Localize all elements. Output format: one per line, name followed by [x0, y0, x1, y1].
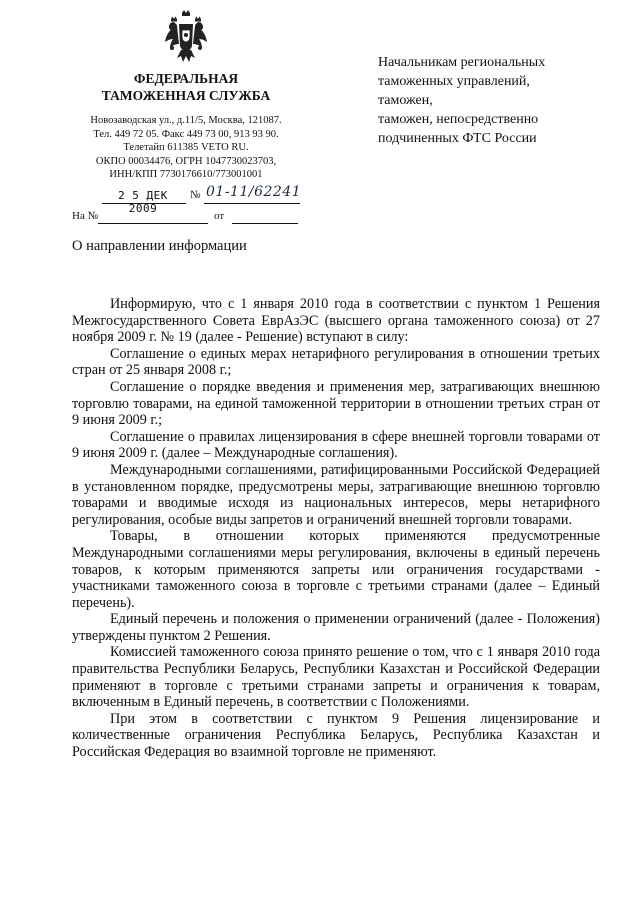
organization-contacts: [70, 114, 302, 182]
body-paragraph: Товары, в отношении которых применяются предусмотренные Международными соглашениями меры регулирования, включены в единый перечень товаров, к которым применяются запреты или ограничения государствами - участниками таможенного союза в торговле с третьими странами (далее – Единый перечень).: [72, 528, 600, 611]
body-paragraph: Соглашение о правилах лицензирования в сфере внешней торговли товарами от 9 июня 2009 г. (далее – Международные соглашения).: [72, 428, 600, 462]
org-name-line-2: ТАМОЖЕННАЯ СЛУЖБА: [101, 88, 271, 103]
addressee-line-1: Начальникам региональных: [378, 55, 546, 70]
body-paragraph: Информирую, что с 1 января 2010 года в соответствии с пунктом 1 Решения Межгосударственного Совета ЕврАзЭС (высшего органа таможенного союза) от 27 ноября 2009 г. № 19 (далее - Решение) вступают в силу:: [72, 296, 600, 346]
org-codes: ОКПО 00034476, ОГРН 1047730023703,: [95, 155, 277, 167]
registration-date-underline: [102, 203, 186, 204]
organization-name: [88, 70, 284, 104]
body-paragraph: Соглашение о единых мерах нетарифного регулирования в отношении третьих стран от 25 января 2008 г.;: [72, 345, 600, 379]
org-address: Новозаводская ул., д.11/5, Москва, 121087.: [90, 115, 282, 126]
reference-date-label: от: [214, 210, 225, 222]
registration-line: [102, 184, 302, 215]
reference-date-underline: [232, 223, 298, 224]
body-paragraph: Международными соглашениями, ратифицированными Российской Федерацией в установленном порядке, предусмотрены меры, затрагивающие внешнюю торговлю товарами и вводимые исходя из национальных интересов, меры нетарифного регулирования, особые виды запретов и ограничений внешней торговли товарами.: [72, 461, 600, 528]
body-paragraph: Комиссией таможенного союза принято решение о том, что с 1 января 2010 года правительства Республики Беларусь, Республики Казахстан и Российской Федерации применяют в торговле с третьими странами запреты и ограничения к товарам, включенным в Единый перечень, в соответствии с Положениями.: [72, 644, 600, 711]
org-phone-fax: Тел. 449 72 05. Факс 449 73 00, 913 93 90.: [93, 128, 279, 140]
body-paragraph: При этом в соответствии с пунктом 9 Решения лицензирование и количественные ограничения Республика Беларусь, Республика Казахстан и Российская Федерация во взаимной торговле не применяют.: [72, 710, 600, 761]
addressee-line-5: подчиненных ФТС России: [378, 131, 537, 146]
org-inn-kpp: ИНН/КПП 7730176610/773001001: [109, 169, 263, 181]
letter-body: [72, 296, 600, 761]
letter-subject: О направлении информации: [72, 238, 247, 254]
reference-number-underline: [98, 223, 208, 224]
reference-line: [72, 210, 302, 226]
body-paragraph: Соглашение о порядке введения и применения мер, затрагивающих внешнюю торговлю товарами, на единой таможенной территории в отношении третьих стран от 9 июня 2009 г.;: [72, 378, 600, 429]
registration-number-handwritten: 01-11/62241: [206, 184, 302, 200]
registration-number-underline: [204, 203, 300, 204]
addressee-line-2: таможенных управлений,: [378, 74, 530, 89]
org-name-line-1: ФЕДЕРАЛЬНАЯ: [133, 71, 239, 86]
org-teletype: Телетайп 611385 VETO RU.: [123, 142, 249, 154]
registration-date-stamp: 2 5 ДЕК 2009: [118, 189, 168, 215]
addressee-line-4: таможен, непосредственно: [378, 112, 539, 127]
registration-number-label: №: [190, 189, 201, 201]
addressee-line-3: таможен,: [378, 93, 433, 108]
body-paragraph: Единый перечень и положения о применении ограничений (далее - Положения) утверждены пунктом 2 Решения.: [72, 611, 600, 644]
reference-number-label: На №: [72, 210, 99, 222]
double-headed-eagle-emblem-icon: [163, 10, 209, 64]
addressee-block: [378, 53, 618, 148]
